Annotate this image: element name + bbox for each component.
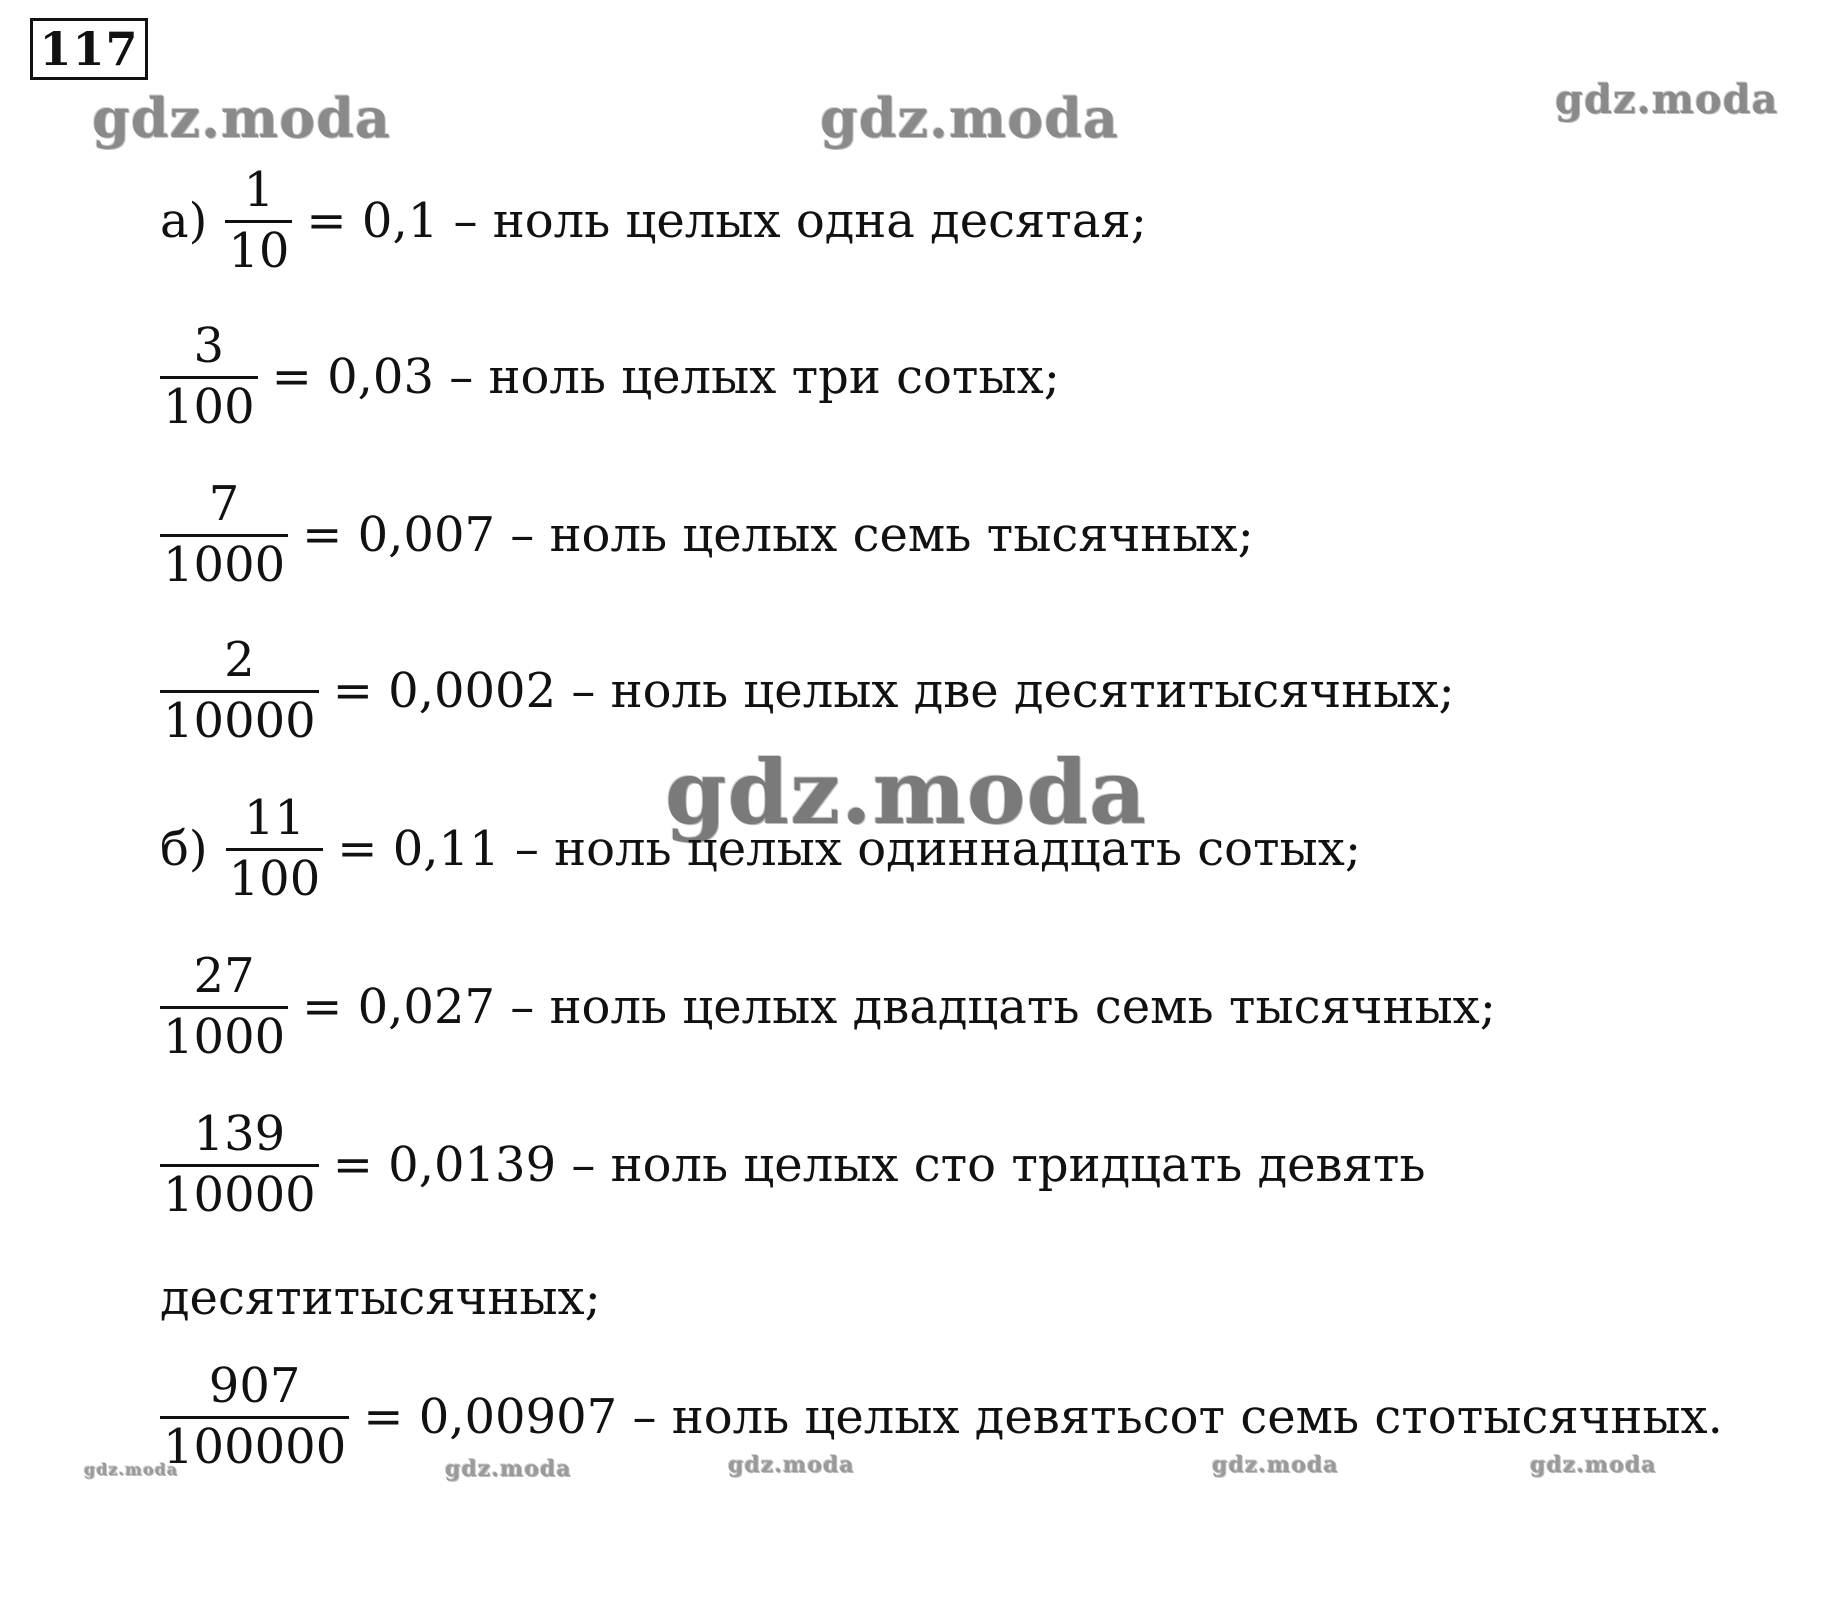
equation-text: = 0,00907 – ноль целых девятьсот семь стотысячных. xyxy=(363,1389,1723,1446)
denominator: 100 xyxy=(228,850,321,907)
fraction xyxy=(160,634,319,749)
numerator: 11 xyxy=(243,790,305,846)
equation-text: = 0,0139 – ноль целых сто тридцать девять xyxy=(332,1137,1426,1194)
watermark-top-right: gdz.moda xyxy=(1555,76,1779,123)
fraction xyxy=(160,320,258,435)
continuation-text: десятитысячных; xyxy=(160,1270,601,1326)
equation-row-3 xyxy=(160,478,1254,593)
equation-text: = 0,03 – ноль целых три сотых; xyxy=(271,349,1060,406)
equation-text: = 0,0002 – ноль целых две десятитысячных; xyxy=(332,663,1455,720)
fraction xyxy=(160,950,288,1065)
equation-row-7 xyxy=(160,1108,1426,1223)
fraction xyxy=(160,1108,319,1223)
equation-row-6 xyxy=(160,950,1496,1065)
equation-row-2 xyxy=(160,320,1060,435)
equation-text: = 0,027 – ноль целых двадцать семь тысячных; xyxy=(302,979,1496,1036)
equation-text: = 0,11 – ноль целых одиннадцать сотых; xyxy=(337,821,1361,878)
equation-row-4 xyxy=(160,634,1455,749)
fraction xyxy=(160,478,288,593)
numerator: 27 xyxy=(193,948,255,1004)
part-b-label: б) xyxy=(160,821,208,878)
denominator: 10000 xyxy=(163,692,316,749)
numerator: 139 xyxy=(193,1106,286,1162)
numerator: 2 xyxy=(224,632,255,688)
denominator: 10 xyxy=(228,222,290,279)
task-number: 117 xyxy=(30,18,148,80)
denominator: 100 xyxy=(163,378,255,435)
watermark-top-center: gdz.moda xyxy=(820,86,1119,150)
watermark-bottom-3: gdz.moda xyxy=(728,1452,855,1478)
equation-row-1 xyxy=(160,164,1147,279)
equation-text: = 0,1 – ноль целых одна десятая; xyxy=(306,193,1147,250)
numerator: 1 xyxy=(243,162,275,218)
watermark-bottom-1: gdz.moda xyxy=(84,1460,179,1479)
watermark-top-left: gdz.moda xyxy=(92,86,391,150)
watermark-bottom-5: gdz.moda xyxy=(1530,1452,1657,1478)
denominator: 1000 xyxy=(163,1008,286,1065)
equation-row-5 xyxy=(160,792,1361,907)
part-a-label: а) xyxy=(160,193,208,250)
denominator: 1000 xyxy=(163,536,286,593)
equation-text: = 0,007 – ноль целых семь тысячных; xyxy=(302,507,1254,564)
watermark-bottom-2: gdz.moda xyxy=(445,1456,572,1482)
denominator: 100000 xyxy=(163,1418,347,1475)
equation-row-8 xyxy=(160,1360,1723,1475)
watermark-center: gdz.moda xyxy=(665,740,1148,844)
numerator: 7 xyxy=(208,476,240,532)
fraction xyxy=(226,792,324,907)
numerator: 3 xyxy=(193,318,225,374)
numerator: 907 xyxy=(208,1358,301,1414)
fraction xyxy=(160,1360,349,1475)
watermark-bottom-4: gdz.moda xyxy=(1212,1452,1339,1478)
denominator: 10000 xyxy=(163,1166,316,1223)
fraction xyxy=(225,164,292,279)
